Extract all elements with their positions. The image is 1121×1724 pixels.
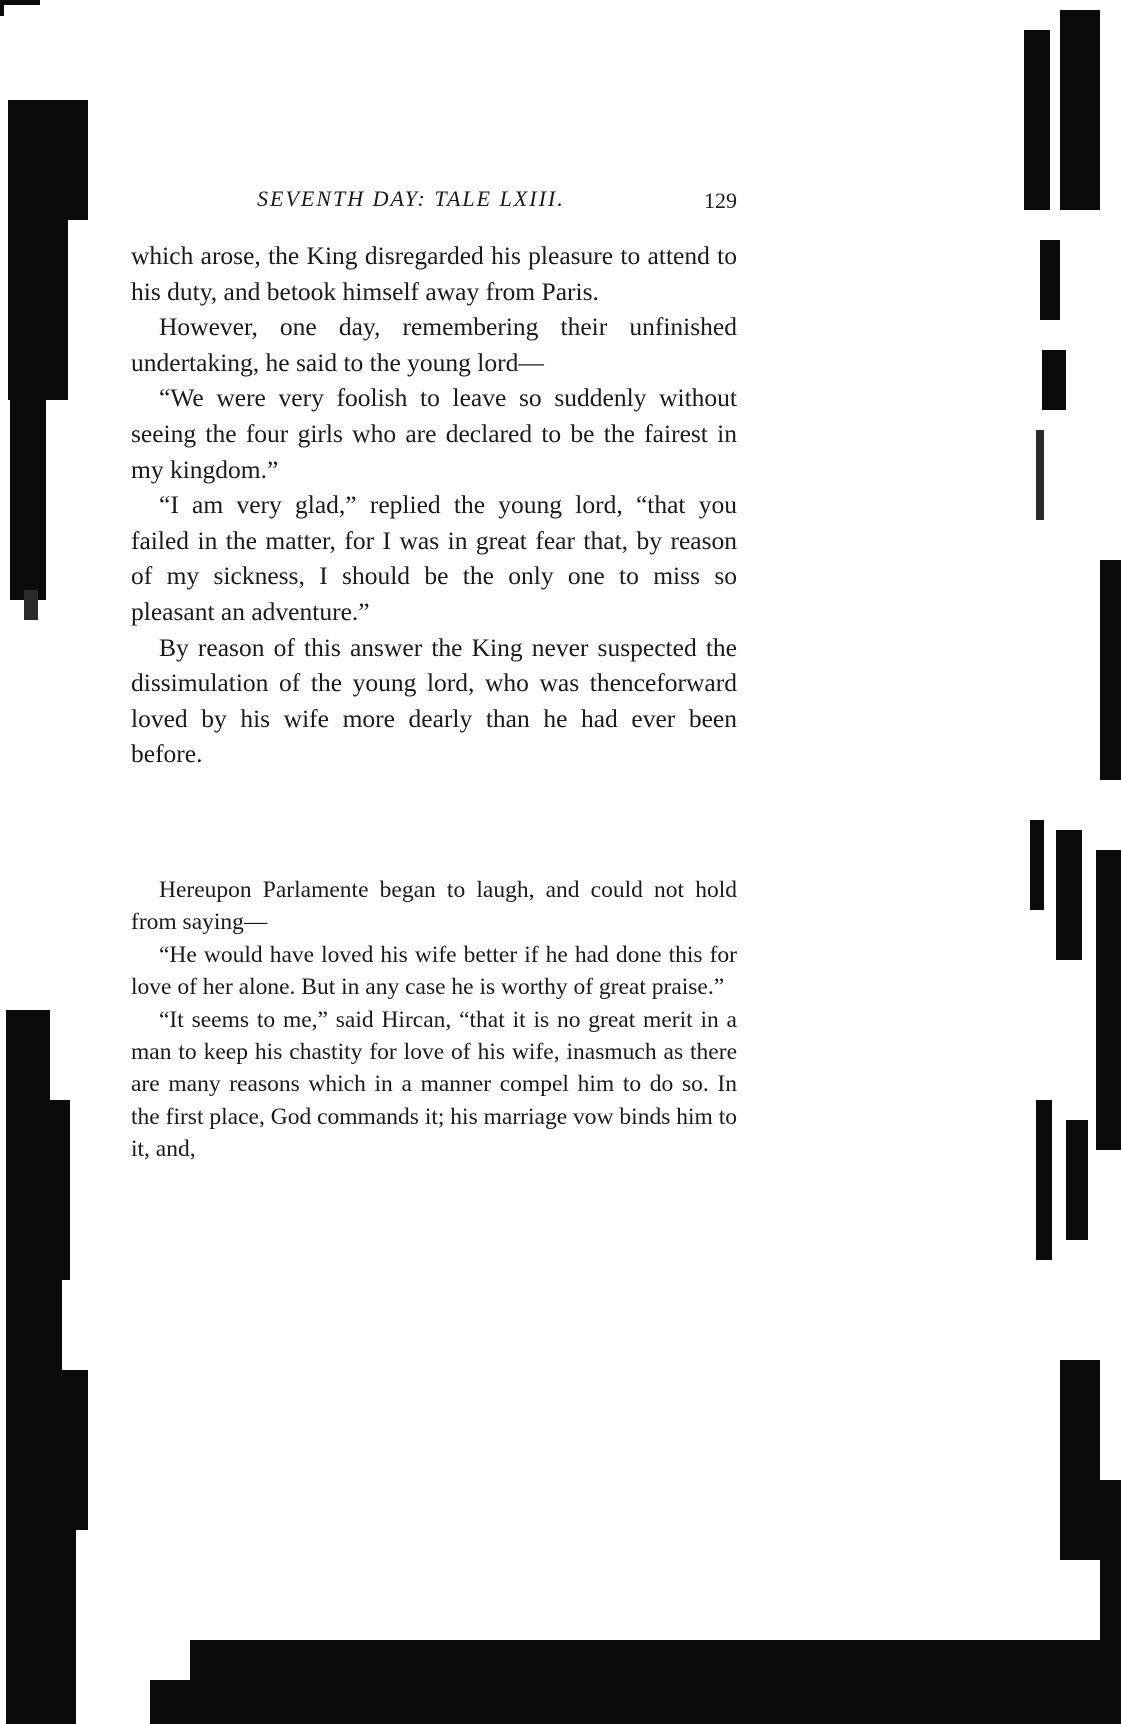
scan-right-edge bbox=[1060, 1360, 1100, 1560]
scan-right-edge bbox=[1100, 560, 1121, 780]
scan-bottom-edge bbox=[150, 1680, 210, 1724]
scan-right-edge bbox=[1042, 350, 1066, 410]
paragraph: which arose, the King disregarded his pleasure to attend to his duty, and betook himself away from Paris. bbox=[131, 241, 737, 306]
scan-bottom-edge bbox=[190, 1640, 1121, 1724]
running-head bbox=[131, 186, 737, 220]
scan-right-edge bbox=[1036, 430, 1044, 520]
scan-right-edge bbox=[1056, 830, 1082, 960]
page-number: 129 bbox=[704, 188, 737, 213]
running-title: SEVENTH DAY: TALE LXIII. bbox=[257, 186, 565, 211]
scan-corner-mark bbox=[0, 0, 40, 5]
paragraph: Hereupon Parlamente began to laugh, and could not hold from saying— bbox=[131, 877, 737, 936]
scan-left-edge bbox=[24, 590, 38, 620]
scan-right-edge bbox=[1036, 1100, 1052, 1260]
paragraph: “He would have loved his wife better if he had done this for love of her alone. But in any case he is worthy of great praise.” bbox=[131, 941, 737, 1001]
scan-left-edge bbox=[10, 380, 46, 600]
scan-left-edge bbox=[6, 1370, 88, 1530]
paragraph: “We were very foolish to leave so suddenly without seeing the four girls who are declared to be the fairest in my kingdom.” bbox=[131, 383, 737, 484]
scan-corner-mark bbox=[0, 0, 4, 16]
scan-left-edge bbox=[6, 1100, 70, 1280]
scan-left-edge bbox=[6, 1520, 76, 1724]
paragraph: By reason of this answer the King never suspected the dissimulation of the young lord, who was thenceforward loved by his wife more dearly than he had ever been before. bbox=[131, 632, 737, 769]
paragraph: “It seems to me,” said Hircan, “that it is no great merit in a man to keep his chastity for love of his wife, inasmuch as there are many reasons which in a manner compel him to do so. In the first place, God commands it; his marriage vow binds him to it, and, bbox=[131, 1006, 737, 1163]
scan-right-edge bbox=[1024, 30, 1050, 210]
scan-right-edge bbox=[1060, 10, 1100, 210]
scan-right-edge bbox=[1096, 850, 1121, 1150]
scan-right-edge bbox=[1066, 1120, 1088, 1240]
paragraph: However, one day, remembering their unfinished undertaking, he said to the young lord— bbox=[131, 312, 737, 377]
scan-left-edge bbox=[6, 1010, 50, 1110]
scan-right-edge bbox=[1040, 240, 1060, 320]
scan-right-edge bbox=[1030, 820, 1044, 910]
tale-text bbox=[131, 238, 737, 772]
paragraph: “I am very glad,” replied the young lord, “that you failed in the matter, for I was in great fear that, by reason of my sickness, I should be the only one to miss so pleasant an adventure.” bbox=[131, 490, 737, 626]
scan-left-edge bbox=[8, 200, 68, 400]
discussion-text bbox=[131, 874, 737, 1166]
